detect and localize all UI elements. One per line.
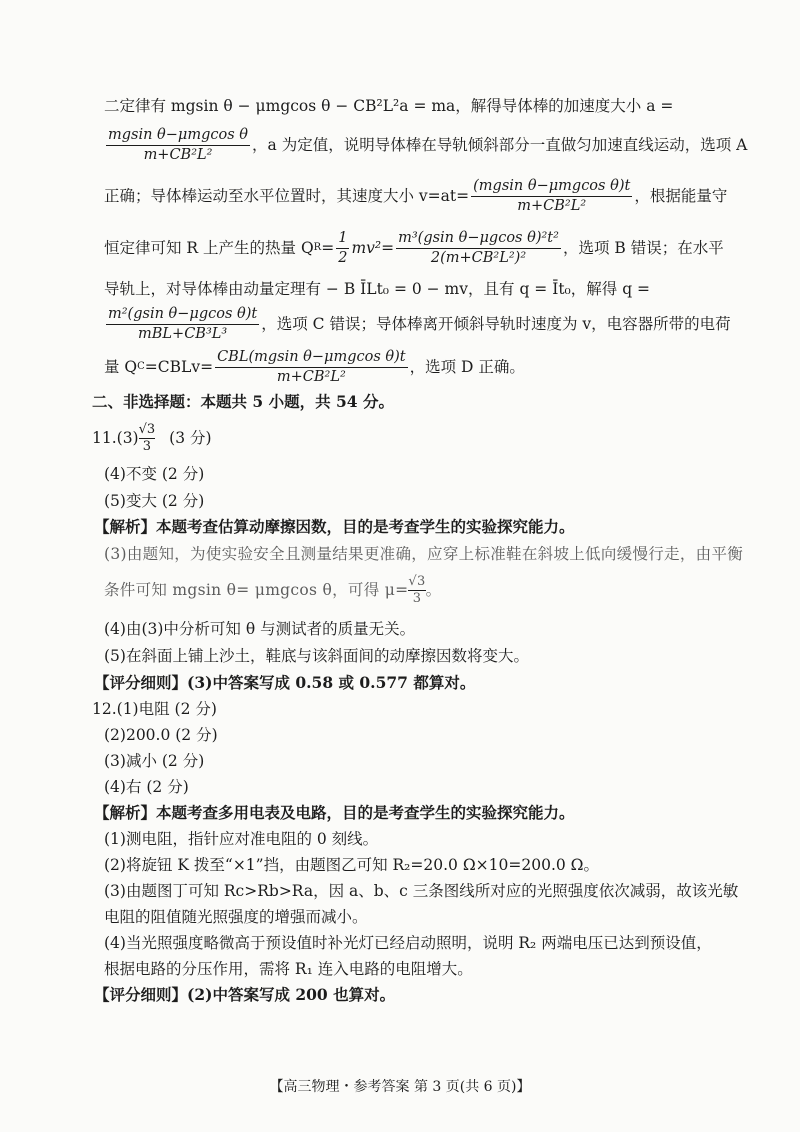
q12-analysis-line-2: (2)将旋钮 K 拨至“×1”挡，由题图乙可知 R₂=20.0 Ω×10=200.0 Ω。 [104,856,600,874]
half-fraction [336,229,349,268]
text-line-6 [104,302,731,346]
text-span: = [321,239,335,257]
fraction-denominator: m+CB²L² [517,197,587,214]
q12-answer-4: (4)右 (2 分) [104,778,189,796]
q11-analysis-line-3: (4)由(3)中分析可知 θ 与测试者的质量无关。 [104,620,416,638]
text-span: 条件可知 mgsin θ= μmgcos θ，可得 μ= [104,581,409,599]
q12-analysis-line-4: 电阻的阻值随光照强度的增强而减小。 [104,908,368,926]
fraction-denominator: 3 [412,590,422,606]
text-span: ，根据能量守 [634,187,728,205]
velocity-fraction [471,177,632,216]
section-heading: 二、非选择题：本题共 5 小题，共 54 分。 [92,392,394,411]
text-span: 恒定律可知 R 上产生的热量 Q [104,239,314,257]
sqrt3-fraction [408,574,425,607]
text-line-2 [104,123,748,167]
text-line-5 [104,278,702,300]
sqrt3-fraction [139,422,156,455]
equation-text: 二定律有 mgsin θ − μmgcos θ − CB²L²a = ma，解得导体棒的加速度大小 a = [104,97,674,115]
q11-answer-4: (4)不变 (2 分) [104,465,205,483]
text-span: ，a 为定值，说明导体棒在导轨倾斜部分一直做匀加速直线运动，选项 A [252,136,748,154]
text-line-4: 恒定律可知 R 上产生的热量 Q R = $\frac{1}{2}$ mv²= $\frac{\text{m³(gsin θ−μgcos θ)²t²}}{\text{2(m+CB²L²)²}}$ ，选项 B 错误；在水平 [104,229,724,266]
q12-analysis-heading: 【解析】本题考查多用电表及电路，目的是考查学生的实验探究能力。 [94,803,575,822]
fraction-numerator: √3 [408,573,426,589]
text-span: 。 [425,581,442,599]
text-span: ，选项 D 正确。 [409,358,525,376]
fraction-denominator: m+CB²L² [276,368,346,385]
q11-scoring: 【评分细则】(3)中答案写成 0.58 或 0.577 都算对。 [94,673,476,692]
fraction-denominator: m+CB²L² [143,146,213,163]
q11-answer-3 [92,418,702,458]
fraction-denominator: 2 [338,249,348,266]
page-footer: 【高三物理・参考答案 第 3 页(共 6 页)】 [269,1079,531,1095]
q11-answer-5: (5)变大 (2 分) [104,492,205,510]
q12-scoring: 【评分细则】(2)中答案写成 200 也算对。 [94,985,396,1004]
q11-analysis-line-2 [104,573,702,607]
q12-analysis-line-6: 根据电路的分压作用，需将 R₁ 连入电路的电阻增大。 [104,960,473,978]
acceleration-fraction [106,126,250,165]
text-span: =CBLv= [144,358,214,376]
fraction-numerator: 1 [336,229,349,249]
q12-answer-1: 12.(1)电阻 (2 分) [92,700,217,718]
text-span: 量 Q [104,358,138,376]
text-span: 正确；导体棒运动至水平位置时，其速度大小 v=at= [104,187,470,205]
text-span: ，选项 B 错误；在水平 [562,239,724,257]
q12-analysis-line-3: (3)由题图丁可知 Rc>Rb>Ra，因 a、b、c 三条图线所对应的光照强度依次减弱，故该光敏 [104,882,739,900]
q12-analysis-line-1: (1)测电阻，指针应对准电阻的 0 刻线。 [104,830,379,848]
fraction-numerator: (mgsin θ−μmgcos θ)t [471,177,632,197]
q11-analysis-heading: 【解析】本题考查估算动摩擦因数，目的是考查学生的实验探究能力。 [94,517,575,536]
score-label: (3 分) [169,429,212,447]
fraction-numerator: √3 [138,421,156,437]
fraction-numerator: m²(gsin θ−μgcos θ)t [106,305,259,325]
fraction-denominator: mBL+CB³L³ [138,325,228,342]
q11-analysis-line-1: (3)由题知，为使实验安全且测量结果更准确，应穿上标准鞋在斜坡上低向缓慢行走，由平衡 [104,545,744,563]
fraction-numerator: CBL(mgsin θ−μmgcos θ)t [215,348,408,368]
q12-answer-2: (2)200.0 (2 分) [104,726,218,744]
text-line-7: 量 Q C =CBLv= $\frac{\text{CBL(mgsin θ−μmgcos θ)t}}{\text{m+CB²L²}}$ ，选项 D 正确。 [104,348,525,385]
text-span: mv²= [351,239,395,257]
text-line-1 [104,95,702,117]
q12-answer-3: (3)减小 (2 分) [104,752,205,770]
question-number: 11.(3) [92,429,139,447]
fraction-denominator: 3 [142,438,152,454]
heat-fraction [396,229,561,268]
charge-fraction [106,305,259,344]
text-span: ，选项 C 错误；导体棒离开倾斜导轨时速度为 v，电容器所带的电荷 [261,315,731,333]
q11-analysis-line-4: (5)在斜面上铺上沙土，鞋底与该斜面间的动摩擦因数将变大。 [104,647,529,665]
fraction-denominator: 2(m+CB²L²)² [430,249,527,266]
text-line-3 [104,174,728,218]
capacitor-fraction [215,348,408,387]
q12-analysis-line-5: (4)当光照强度略微高于预设值时补光灯已经启动照明，说明 R₂ 两端电压已达到预设值， [104,934,712,952]
text-span: 导轨上，对导体棒由动量定理有 − B ĪLt₀ = 0 − mv，且有 q = Īt₀，解得 q = [104,280,651,298]
fraction-numerator: m³(gsin θ−μgcos θ)²t² [396,229,561,249]
fraction-numerator: mgsin θ−μmgcos θ [106,126,250,146]
